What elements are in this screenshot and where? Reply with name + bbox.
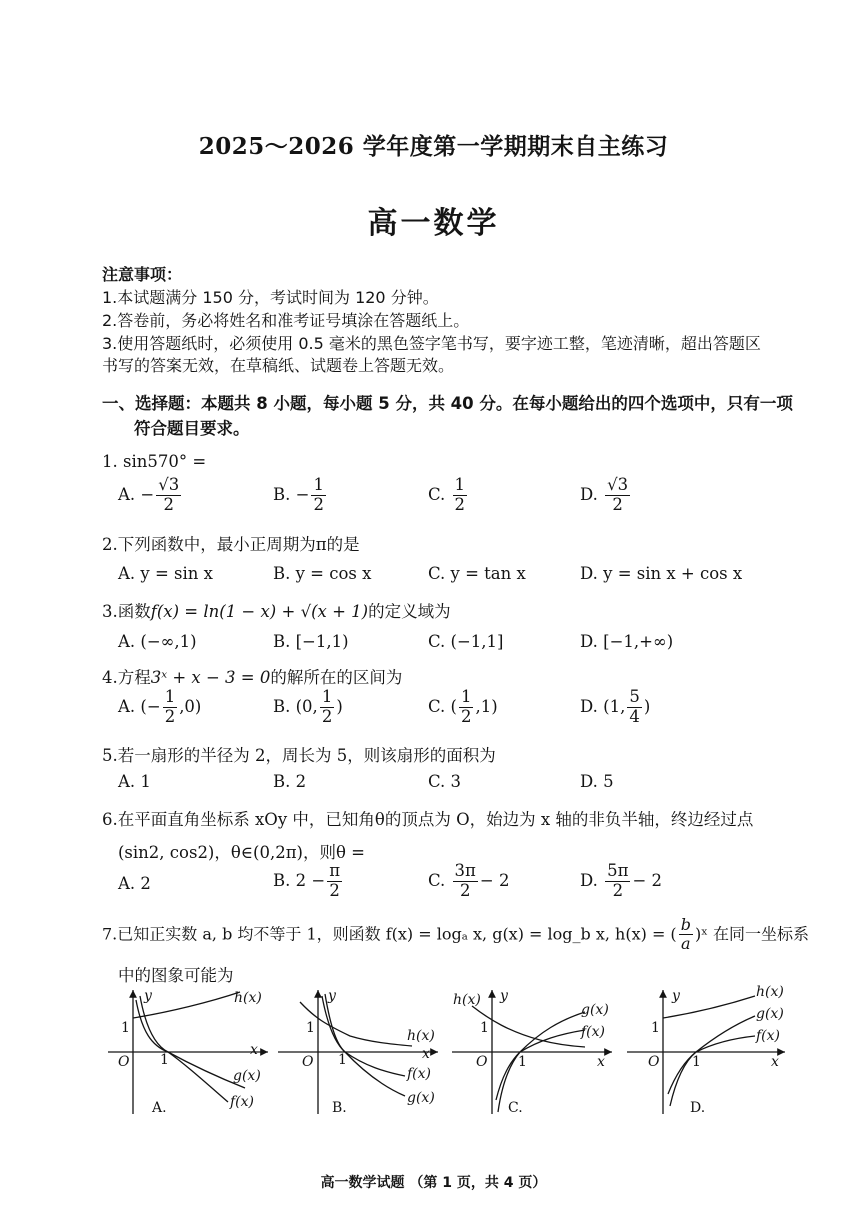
graph-b <box>278 988 438 1116</box>
graph-d-x-label: x <box>771 1054 779 1070</box>
q4-option-b: B. (0, $\frac{1}{2}$ ) <box>273 687 343 726</box>
exam-title: 2025～2026 学年度第一学期期末自主练习 <box>198 133 669 160</box>
graph-a-h-label: h(x) <box>234 990 262 1006</box>
q7-stem-cont: 中的图象可能为 <box>118 966 234 985</box>
graph-b-one-x: 1 <box>338 1052 347 1068</box>
notes-heading: 注意事项： <box>102 265 183 284</box>
graph-d-f-label: f(x) <box>756 1028 781 1044</box>
q3-option-b: B. [−1,1) <box>273 632 349 651</box>
q4-option-d: D. (1, $\frac{5}{4}$ ) <box>580 687 651 726</box>
q6-option-b: B. 2 − $\frac{\pi}{2}$ <box>273 861 341 900</box>
graph-b-x-label: x <box>422 1046 430 1062</box>
graph-b-y-label: y <box>328 988 336 1004</box>
graph-c-label: C. <box>508 1100 523 1116</box>
graph-b-h-label: h(x) <box>407 1028 435 1044</box>
graph-a-g-label: g(x) <box>233 1068 261 1084</box>
graph-d-one-y: 1 <box>651 1020 660 1036</box>
q6-option-c: C. $\frac{3\pi}{2}$ − 2 <box>428 861 510 900</box>
note-item-1: 1.本试题满分 150 分，考试时间为 120 分钟。 <box>102 288 439 307</box>
q2-option-c: C. y = tan x <box>428 564 526 583</box>
q3-option-d: D. [−1,+∞) <box>580 632 674 651</box>
q4-option-c: C. ( $\frac{1}{2}$ ,1) <box>428 687 498 726</box>
graph-a-one-x: 1 <box>160 1052 169 1068</box>
graph-d-g-label: g(x) <box>756 1006 784 1022</box>
q5-option-b: B. 2 <box>273 772 307 791</box>
graph-d <box>627 984 785 1116</box>
q6-stem-cont: (sin2, cos2)，θ∈(0,2π)，则θ = <box>118 843 365 862</box>
q1-option-a: A. − $\frac{√3}{2}$ <box>118 475 180 514</box>
note-item-3: 3.使用答题纸时，必须使用 0.5 毫米的黑色签字笔书写，要字迹工整，笔迹清晰，超出答题区 <box>102 334 761 353</box>
graph-b-g-label: g(x) <box>407 1090 435 1106</box>
graph-c-f-label: f(x) <box>581 1024 606 1040</box>
q6-stem: 6.在平面直角坐标系 xOy 中，已知角θ的顶点为 O，始边为 x 轴的非负半轴，终边经过点 <box>102 810 754 829</box>
q1-stem: 1. sin570° = <box>102 452 207 471</box>
q1-option-d: D. $\frac{√3}{2}$ <box>580 475 629 514</box>
q2-option-a: A. y = sin x <box>118 564 213 583</box>
page-footer: 高一数学试题 （第 1 页，共 4 页） <box>320 1175 547 1191</box>
graph-d-f-curve <box>668 1036 755 1094</box>
graph-b-g-curve <box>322 996 405 1096</box>
graph-b-label: B. <box>332 1100 347 1116</box>
graph-c-g-label: g(x) <box>581 1002 609 1018</box>
q2-option-d: D. y = sin x + cos x <box>580 564 743 583</box>
subject-title: 高一数学 <box>367 206 500 241</box>
q5-option-a: A. 1 <box>118 772 151 791</box>
q6-option-d: D. $\frac{5\pi}{2}$ − 2 <box>580 861 663 900</box>
graph-b-h-curve <box>300 1002 412 1046</box>
graph-d-g-curve <box>670 1016 755 1106</box>
graph-a-g-curve <box>140 996 245 1088</box>
graph-b-origin: O <box>302 1054 314 1070</box>
graph-d-label: D. <box>690 1100 706 1116</box>
graph-d-origin: O <box>648 1054 660 1070</box>
note-item-3-cont: 书写的答案无效，在草稿纸、试题卷上答题无效。 <box>102 356 455 375</box>
graph-a-f-label: f(x) <box>230 1094 255 1110</box>
graph-c-one-y: 1 <box>480 1020 489 1036</box>
q4-option-a: A. (− $\frac{1}{2}$ ,0) <box>118 687 202 726</box>
graph-c-x-label: x <box>597 1054 605 1070</box>
section-heading-cont: 符合题目要求。 <box>134 419 250 438</box>
graph-c-y-label: y <box>500 988 508 1004</box>
q7-stem: 7.已知正实数 a, b 均不等于 1，则函数 f(x) = logₐ x, g(x) = log_b x, h(x) = ( $\frac{b}{a}$ )ˣ 在同一坐标系 <box>102 915 810 954</box>
q2-stem: 2.下列函数中，最小正周期为π的是 <box>102 535 360 554</box>
note-item-2: 2.答卷前，务必将姓名和准考证号填涂在答题纸上。 <box>102 311 470 330</box>
q1-option-b: B. − $\frac{1}{2}$ <box>273 475 324 514</box>
graph-a-one-y: 1 <box>121 1020 130 1036</box>
graph-c <box>452 988 612 1116</box>
q4-stem: 4.方程3ˣ + x − 3 = 0的解所在的区间为 <box>102 668 403 687</box>
q5-option-d: D. 5 <box>580 772 614 791</box>
graph-a-y-label: y <box>144 988 152 1004</box>
section-heading: 一、选择题：本题共 8 小题，每小题 5 分，共 40 分。在每小题给出的四个选项中，只有一项 <box>102 394 793 413</box>
graph-a-origin: O <box>118 1054 130 1070</box>
q5-option-c: C. 3 <box>428 772 462 791</box>
q6-option-a: A. 2 <box>118 874 151 893</box>
graph-c-one-x: 1 <box>518 1054 527 1070</box>
q3-option-c: C. (−1,1] <box>428 632 504 651</box>
graph-b-one-y: 1 <box>306 1020 315 1036</box>
graph-c-origin: O <box>476 1054 488 1070</box>
q5-stem: 5.若一扇形的半径为 2，周长为 5，则该扇形的面积为 <box>102 746 496 765</box>
q1-option-c: C. $\frac{1}{2}$ <box>428 475 466 514</box>
graph-a-label: A. <box>152 1100 167 1116</box>
graph-d-y-label: y <box>672 988 680 1004</box>
q3-option-a: A. (−∞,1) <box>118 632 197 651</box>
graph-b-f-label: f(x) <box>407 1066 432 1082</box>
graph-b-f-curve <box>325 994 405 1076</box>
graph-a-x-label: x <box>250 1042 258 1058</box>
graph-d-h-label: h(x) <box>756 984 784 1000</box>
graph-d-one-x: 1 <box>692 1054 701 1070</box>
graph-c-h-label: h(x) <box>453 992 481 1008</box>
graph-c-h-curve <box>472 1006 585 1047</box>
graph-a <box>108 988 268 1116</box>
q3-stem: 3.函数f(x) = ln(1 − x) + √(x + 1)的定义域为 <box>102 602 451 621</box>
q7-graphs <box>100 984 800 1124</box>
q2-option-b: B. y = cos x <box>273 564 372 583</box>
